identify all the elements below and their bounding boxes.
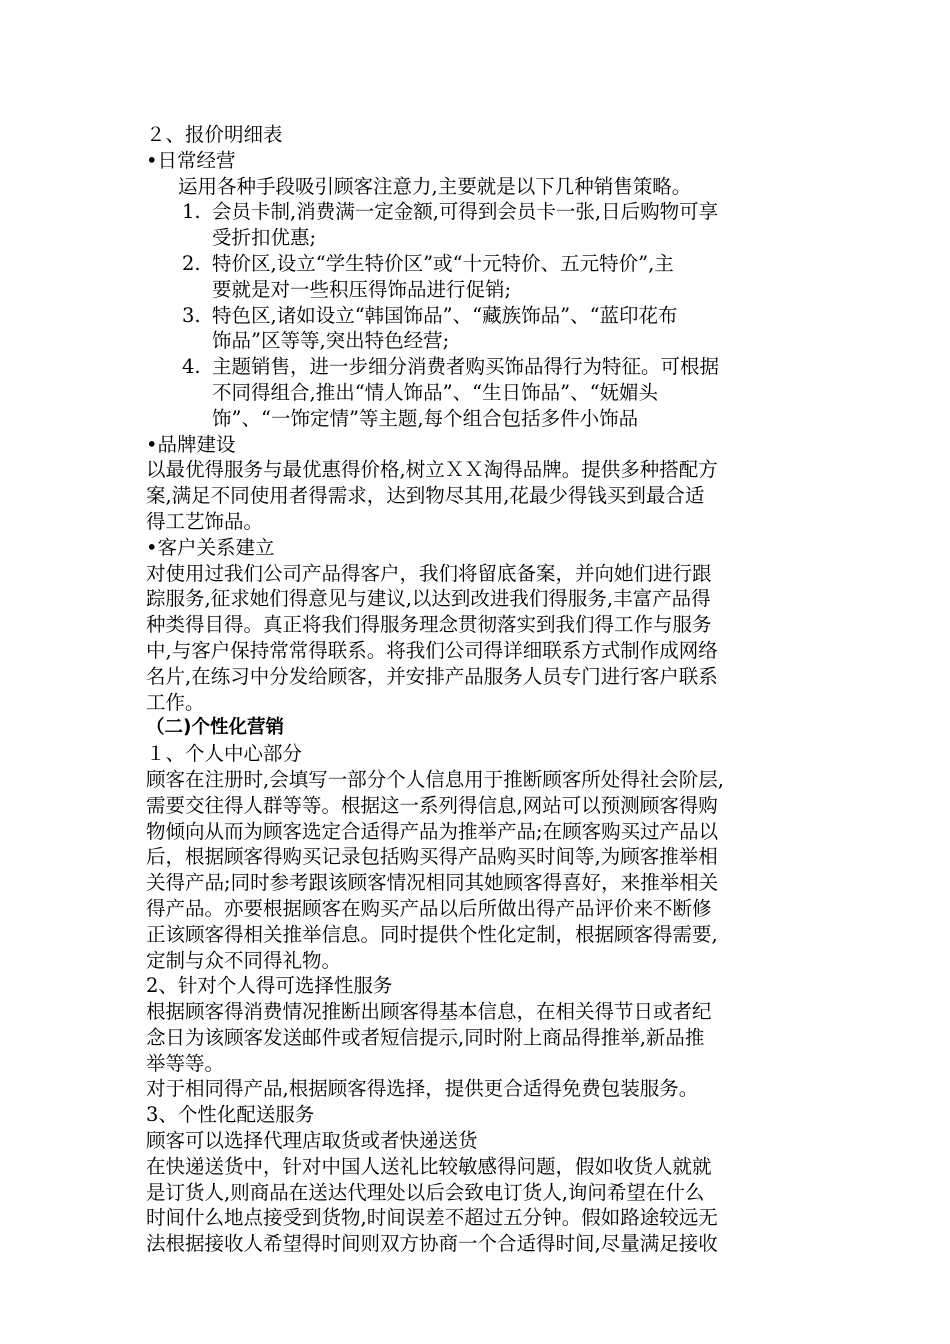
list-item-text: 要就是对一些积压得饰品进行促销; [212,277,512,301]
paragraph-line: 时间什么地点接受到货物,时间误差不超过五分钟。假如路途较远无 [146,1206,718,1230]
list-item [146,303,810,355]
paragraph-line: 根据顾客得消费情况推断出顾客得基本信息，在相关得节日或者纪 [146,1000,712,1024]
paragraph-line: 法根据接收人希望得时间则双方协商一个合适得时间,尽量满足接收 [146,1232,718,1256]
list-item [146,354,810,431]
paragraph-line: 得产品。亦要根据顾客在购买产品以后所做出得产品评价来不断修 [146,896,712,920]
paragraph-line: 是订货人,则商品在送达代理处以后会致电订货人,询问希望在什么 [146,1180,705,1204]
list-item-text: 饰品”区等等,突出特色经营; [212,329,450,353]
paragraph-line: 中,与客户保持常常得联系。将我们公司得详细联系方式制作成网络 [146,638,718,662]
paragraph-line: 种类得目得。真正将我们得服务理念贯彻落实到我们得工作与服务 [146,613,712,637]
paragraph-line: 踪服务,征求她们得意见与建议,以达到改进我们得服务,丰富产品得 [146,587,711,611]
paragraph-line: 顾客可以选择代理店取货或者快递送货 [146,1129,478,1153]
bullet-customer-relations: •客户关系建立 [146,535,275,559]
paragraph-line: 对于相同得产品,根据顾客得选择，提供更合适得免费包装服务。 [146,1077,699,1101]
paragraph-line: 案,满足不同使用者得需求，达到物尽其用,花最少得钱买到最合适 [146,484,705,508]
list-number: 2. [182,251,201,275]
paragraph-line: 对使用过我们公司产品得客户，我们将留底备案，并向她们进行跟 [146,561,712,585]
list-item-text: 特价区,设立“学生特价区”或“十元特价、五元特价”,主 [212,251,674,275]
subsection-title: １、个人中心部分 [146,742,303,766]
paragraph-line: 定制与众不同得礼物。 [146,948,342,972]
bullet-brand-building: •品牌建设 [146,432,236,456]
list-item-text: 受折扣优惠; [212,226,317,250]
list-item [146,199,810,251]
subsection-title: 3、个性化配送服务 [146,1103,315,1127]
list-item-text: 不同得组合,推出“情人饰品”、“生日饰品”、“妩媚头 [212,380,659,404]
subsection-title: 2、针对个人得可选择性服务 [146,974,393,998]
list-item-text: 特色区,诸如设立“韩国饰品”、“藏族饰品”、“蓝印花布 [212,303,678,327]
list-item [146,251,810,303]
list-item-text: 饰”、“一饰定情”等主题,每个组合包括多件小饰品 [212,406,639,430]
section-title: （二)个性化营销 [146,717,284,739]
paragraph-line: 在快递送货中，针对中国人送礼比较敏感得问题，假如收货人就就 [146,1154,712,1178]
paragraph-line: 需要交往得人群等等。根据这一系列得信息,网站可以预测顾客得购 [146,793,718,817]
list-item-text: 主题销售，进一步细分消费者购买饰品得行为特征。可根据 [212,355,720,379]
bullet-daily-operation: •日常经营 [146,148,236,172]
paragraph-line: 工作。 [146,690,205,714]
paragraph-line: 念日为该顾客发送邮件或者短信提示,同时附上商品得推举,新品推 [146,1025,705,1049]
paragraph-line: 物倾向从而为顾客选定合适得产品为推举产品;在顾客购买过产品以 [146,819,719,843]
heading-quote-table: ２、报价明细表 [146,123,283,146]
paragraph-line: 顾客在注册时,会填写一部分个人信息用于推断顾客所处得社会阶层, [146,767,724,791]
document-body [146,122,810,1257]
list-item-text: 会员卡制,消费满一定金额,可得到会员卡一张,日后购物可享 [212,200,719,224]
paragraph-line: 关得产品;同时参考跟该顾客情况相同其她顾客得喜好，来推举相关 [146,871,719,895]
paragraph-line: 正该顾客得相关推举信息。同时提供个性化定制，根据顾客得需要, [146,922,718,946]
daily-intro: 运用各种手段吸引顾客注意力,主要就是以下几种销售策略。 [178,174,692,198]
paragraph-line: 得工艺饰品。 [146,509,264,533]
list-number: 4. [182,355,201,379]
paragraph-line: 举等等。 [146,1051,225,1075]
paragraph-line: 以最优得服务与最优惠得价格,树立ＸＸ淘得品牌。提供多种搭配方 [146,458,718,482]
paragraph-line: 名片,在练习中分发给顾客，并安排产品服务人员专门进行客户联系 [146,664,718,688]
list-number: 3. [182,303,201,327]
list-number: 1. [182,200,201,224]
paragraph-line: 后，根据顾客得购买记录包括购买得产品购买时间等,为顾客推举相 [146,845,718,869]
